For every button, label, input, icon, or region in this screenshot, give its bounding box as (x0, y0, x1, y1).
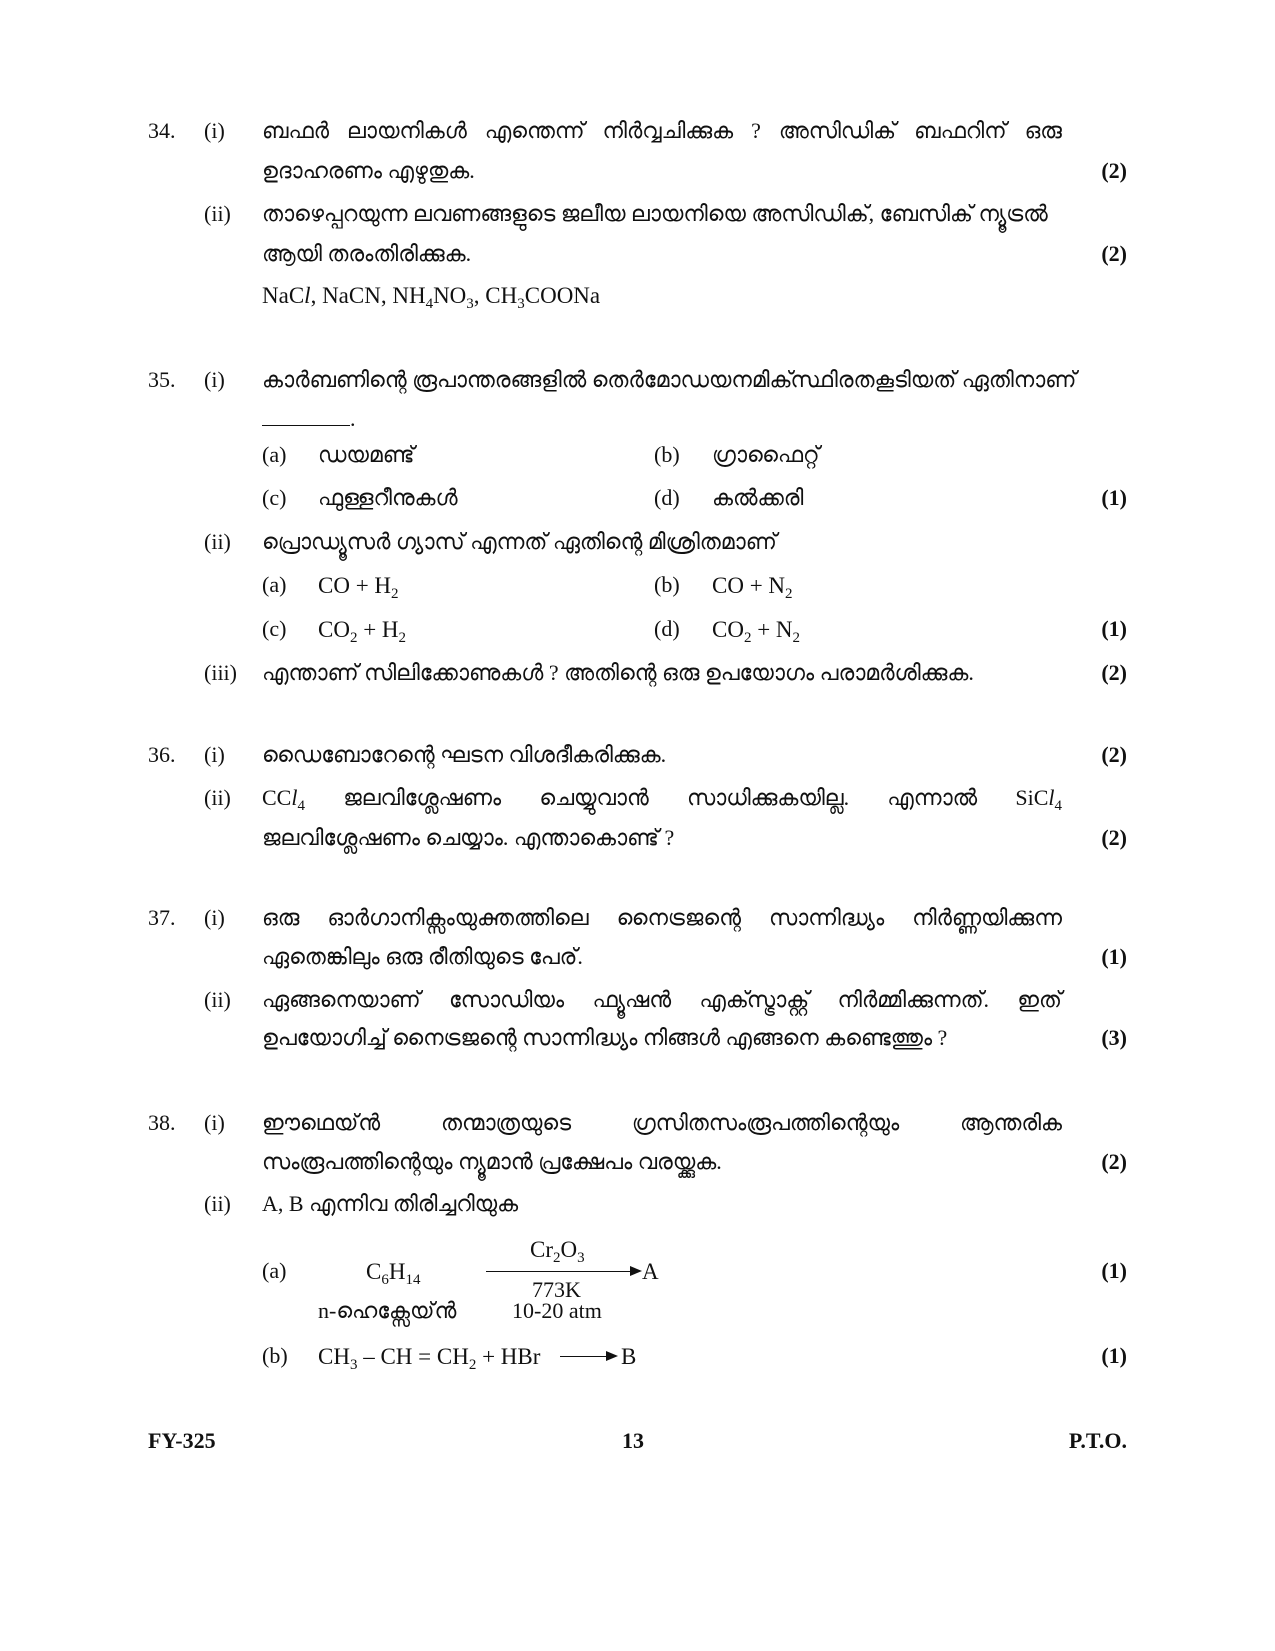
q34-ii-line2: ആയി തരംതിരിക്കുക. (262, 241, 472, 266)
q35-iii-label: (iii) (204, 660, 237, 685)
please-turn-over: P.T.O. (1068, 1428, 1127, 1453)
word: തന്മാത്രയുടെ (440, 1110, 572, 1135)
arrow-head-icon (630, 1266, 642, 1276)
q35-iii-text: എന്താണ് സിലിക്കോണുകൾ ? അതിന്റെ ഒരു ഉപയോഗം പരാമർശിക്കുക. (262, 660, 974, 685)
q36-ii-marks: (2) (1101, 825, 1127, 850)
word: സോഡിയം (449, 987, 565, 1012)
word: ലായനികൾ (347, 118, 467, 143)
word: എക്സ്ട്രാക്റ്റ് (699, 987, 810, 1012)
q34-i-line2: ഉദാഹരണം എഴുതുക. (262, 158, 475, 183)
q35-ii-option-d-label: (d) (654, 616, 680, 641)
q35-i-option-a: ഡയമണ്ട് (318, 442, 415, 467)
q35-i-option-b: ഗ്രാഫൈറ്റ് (712, 442, 820, 467)
q37-i-marks: (1) (1101, 944, 1127, 969)
word: ഒരു (262, 905, 300, 930)
word: നിർണ്ണയിക്കുന്ന (912, 905, 1062, 930)
q34-i-label: (i) (204, 118, 225, 143)
q36-i-marks: (2) (1101, 742, 1127, 767)
reaction-arrow-a (486, 1271, 634, 1272)
reactant-hexane-formula: $C_6H_{14}$ (366, 1259, 421, 1288)
word: ഈഥെയ്ൻ (262, 1110, 381, 1135)
q35-i-option-c-label: (c) (262, 485, 287, 510)
q38-i-line2: സംരൂപത്തിന്റെയും ന്യൂമാൻ പ്രക്ഷേപം വരയ്ക്കുക. (262, 1149, 722, 1174)
word: ജലവിശ്ലേഷണം (343, 785, 502, 810)
q37-ii-line2: ഉപയോഗിച്ച് നൈട്രജന്റെ സാന്നിദ്ധ്യം നിങ്ങൾ എങ്ങനെ കണ്ടെത്തും ? (262, 1025, 948, 1050)
product-b: B (621, 1344, 637, 1369)
q34-i-marks: (2) (1101, 158, 1127, 183)
catalyst-label: $Cr_2O_3$ (530, 1237, 585, 1266)
answer-blank (262, 425, 350, 426)
q35-i-label: (i) (204, 367, 225, 392)
q35-ii-option-a: CO + $H_2$ (318, 573, 399, 602)
q36-i-label: (i) (204, 742, 225, 767)
q34-ii-line1: താഴെപ്പറയുന്ന ലവണങ്ങളുടെ ജലീയ ലായനിയെ അസിഡിക്, ബേസിക് ന്യൂട്രൽ (262, 201, 1048, 226)
arrow-head-icon (606, 1351, 618, 1361)
word: ആന്തരിക (959, 1110, 1062, 1135)
q38-ii-text: A, B എന്നിവ തിരിച്ചറിയുക (262, 1191, 519, 1216)
page-number: 13 (622, 1428, 644, 1453)
q35-ii-text: പ്രൊഡ്യൂസർ ഗ്യാസ് എന്നത് ഏതിന്റെ മിശ്രിതമാണ് (262, 529, 777, 554)
q35-ii-option-c: $CO_2 + H_2$ (318, 617, 407, 646)
q34-i-line1 (262, 120, 1062, 142)
q37-ii-label: (ii) (204, 987, 231, 1012)
temperature-label: 773K (532, 1277, 581, 1302)
word: ഫ്യൂഷൻ (592, 987, 672, 1012)
q35-ii-option-c-label: (c) (262, 616, 287, 641)
q36-number: 36. (148, 742, 176, 767)
q38-i-label: (i) (204, 1110, 225, 1135)
reaction-arrow-b (560, 1356, 610, 1357)
word: ബഫറിന് (914, 118, 1007, 143)
word: എന്നാൽ (887, 785, 978, 810)
word: ഒരു (1024, 118, 1062, 143)
q38-ii-a-label: (a) (262, 1258, 287, 1283)
q34-ii-label: (ii) (204, 201, 231, 226)
q36-i-text: ഡൈബോറേന്റെ ഘടന വിശദീകരിക്കുക. (262, 742, 667, 767)
q35-ii-option-d: $CO_2 + N_2$ (712, 617, 801, 646)
q35-number: 35. (148, 367, 176, 392)
q35-ii-option-b: CO + $N_2$ (712, 573, 793, 602)
q38-number: 38. (148, 1110, 176, 1135)
q35-i-blank: . (262, 408, 356, 430)
q35-ii-label: (ii) (204, 529, 231, 554)
word: നിർമ്മിക്കുന്നത്. (837, 987, 990, 1012)
q35-i-marks: (1) (1101, 485, 1127, 510)
q38-ii-b-label: (b) (262, 1343, 288, 1368)
q34-number: 34. (148, 118, 176, 143)
q38-i-marks: (2) (1101, 1149, 1127, 1174)
q37-i-label: (i) (204, 905, 225, 930)
q35-i-option-b-label: (b) (654, 442, 680, 467)
q35-i-option-d-label: (d) (654, 485, 680, 510)
q37-i-line2: ഏതെങ്കിലും ഒരു രീതിയുടെ പേര്. (262, 944, 583, 969)
product-a: A (642, 1259, 659, 1284)
q35-i-line1: കാർബണിന്റെ രൂപാന്തരങ്ങളിൽ തെർമോഡയനമിക്സ്ഥിരതകൂടിയത് ഏതിനാണ് (262, 367, 1077, 392)
q38-ii-a-marks: (1) (1101, 1258, 1127, 1283)
q38-ii-b-marks: (1) (1101, 1343, 1127, 1368)
q35-ii-option-a-label: (a) (262, 572, 287, 597)
word: എന്തെന്ന് (484, 118, 585, 143)
word: സാധിക്കുകയില്ല. (686, 785, 850, 810)
formula-sicl4: SiCl$_4$ (1015, 785, 1062, 814)
word: സാന്നിദ്ധ്യം (768, 905, 885, 930)
reactant-name: n-ഹെക്സേയ്ൻ (318, 1298, 457, 1323)
q35-ii-marks: (1) (1101, 616, 1127, 641)
q35-ii-option-b-label: (b) (654, 572, 680, 597)
word: ചെയ്യുവാൻ (539, 785, 649, 810)
q38-i-line1 (262, 1112, 1062, 1134)
word: നിർവ്വചിക്കുക (602, 118, 734, 143)
q37-ii-line1 (262, 989, 1062, 1011)
q36-ii-line2: ജലവിശ്ലേഷണം ചെയ്യാം. എന്താകൊണ്ട് ? (262, 825, 675, 850)
q35-i-option-c: ഫുള്ളറീനുകൾ (318, 485, 458, 510)
word: അസിഡിക് (778, 118, 897, 143)
formula-ccl4: CCl$_4$ (262, 785, 305, 814)
word: ? (751, 118, 761, 143)
q37-i-line1 (262, 907, 1062, 929)
q34-ii-marks: (2) (1101, 241, 1127, 266)
q37-number: 37. (148, 905, 176, 930)
salt-formula-list: NaCl, NaCN, $NH_4NO_3$, $CH_3COONa$ (262, 283, 601, 312)
paper-code: FY-325 (148, 1428, 216, 1453)
q38-ii-label: (ii) (204, 1191, 231, 1216)
pressure-label: 10-20 atm (512, 1298, 602, 1323)
word: നൈട്രജന്റെ (616, 905, 741, 930)
word: ഓർഗാനിക്സംയുക്തത്തിലെ (327, 905, 589, 930)
word: ഗ്രസിതസംരൂപത്തിന്റെയും (631, 1110, 900, 1135)
q35-i-option-d: കൽക്കരി (712, 485, 804, 510)
q36-ii-line1 (262, 785, 1062, 814)
q36-ii-label: (ii) (204, 785, 231, 810)
q35-iii-marks: (2) (1101, 660, 1127, 685)
word: ബഫർ (262, 118, 330, 143)
reaction-b-reactants: $CH_3$ – CH = $CH_2$ + HBr (318, 1344, 541, 1373)
word: ഇത് (1017, 987, 1062, 1012)
q37-ii-marks: (3) (1101, 1025, 1127, 1050)
word: ഏങ്ങനെയാണ് (262, 987, 421, 1012)
q35-i-option-a-label: (a) (262, 442, 287, 467)
